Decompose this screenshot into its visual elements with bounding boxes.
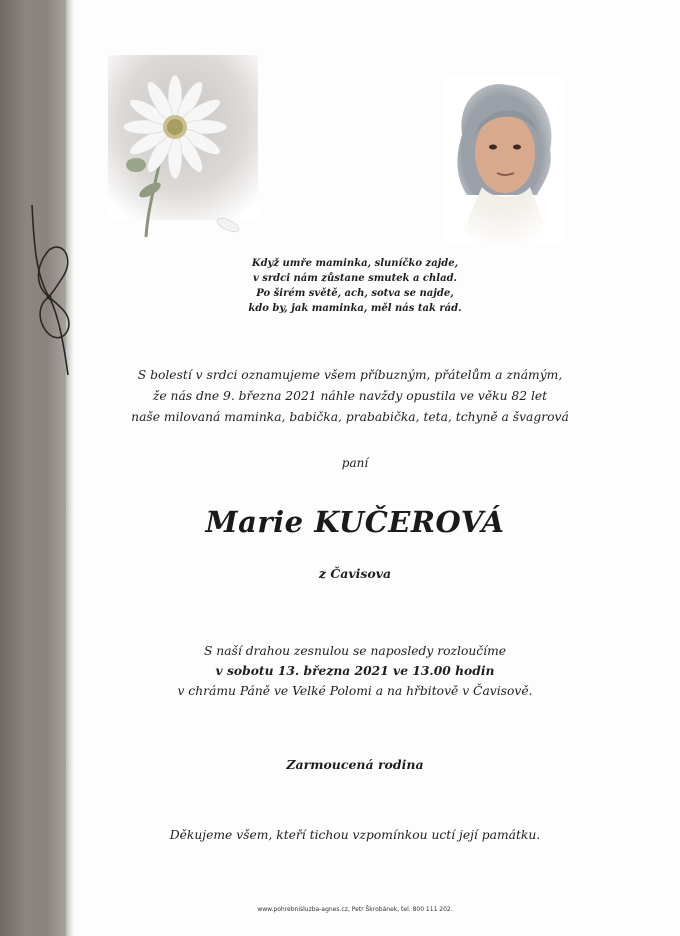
deceased-name: Marie KUČEROVÁ: [205, 505, 505, 539]
announcement-line: S bolestí v srdci oznamujeme všem příbuzným, přátelům a známým,: [137, 368, 563, 382]
deceased-origin: z Čavisova: [318, 566, 392, 581]
death-announcement: [100, 365, 600, 428]
portrait-photo: [442, 75, 562, 245]
decorative-side-strip: [0, 0, 66, 936]
announcement-line: že nás dne 9. března 2021 náhle navždy opustila ve věku 82 let: [152, 389, 548, 403]
footer-credit: www.pohrebnisluzba-agnes.cz, Petr Škrobánek, tel. 800 111 202.: [257, 906, 453, 913]
funeral-details: [110, 641, 600, 701]
announcement-line: naše milovaná maminka, babička, prababička, teta, tchyně a švagrová: [131, 410, 569, 424]
funeral-datetime: v sobotu 13. března 2021 ve 13.00 hodin: [215, 663, 495, 678]
poem-line: kdo by, jak maminka, měl nás tak rád.: [248, 303, 462, 314]
family-signature: Zarmoucená rodina: [286, 757, 424, 772]
funeral-place: v chrámu Páně ve Velké Polomi a na hřbitově v Čavisově.: [177, 684, 533, 698]
memorial-poem: [200, 256, 510, 316]
poem-line: v srdci nám zůstane smutek a chlad.: [252, 273, 458, 284]
daisy-flower-image: [108, 55, 258, 240]
title-word: paní: [341, 456, 369, 470]
funeral-intro: S naší drahou zesnulou se naposledy rozloučíme: [203, 644, 507, 658]
poem-line: Po širém světě, ach, sotva se najde,: [256, 288, 454, 299]
thanks-line: Děkujeme všem, kteří tichou vzpomínkou uctí její památku.: [169, 828, 541, 842]
bow-ribbon-icon: [24, 205, 84, 375]
poem-line: Když umře maminka, sluníčko zajde,: [251, 258, 459, 269]
